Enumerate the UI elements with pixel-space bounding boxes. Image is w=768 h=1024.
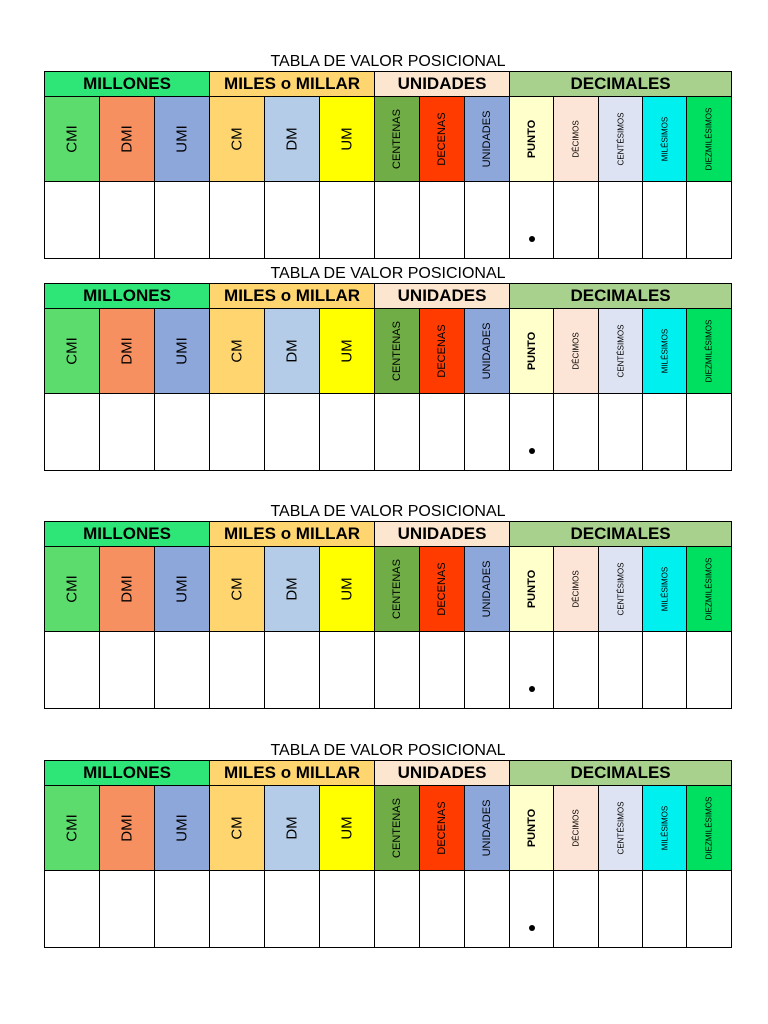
column-centesimos [599, 309, 643, 394]
column-label: CENTENAS [391, 321, 404, 381]
column-label: CENTENAS [391, 109, 404, 169]
column-decimos [554, 547, 599, 632]
column-punto [510, 786, 554, 871]
column-label: PUNTO [525, 119, 538, 159]
cell-decenas[interactable] [420, 394, 465, 471]
column-umi [155, 309, 210, 394]
group-miles-o-millar: MILES o MILLAR [210, 284, 375, 309]
cell-umi[interactable] [155, 394, 210, 471]
column-label: UNIDADES [481, 322, 494, 380]
column-milesimos [643, 97, 687, 182]
valor-posicional-table-4 [44, 741, 732, 948]
place-value-table [44, 760, 732, 948]
cell-diezmilesimos[interactable] [687, 871, 732, 948]
column-label: DIEZMILÉSIMOS [704, 107, 714, 171]
cell-punto[interactable] [510, 182, 554, 259]
cell-unidades[interactable] [465, 394, 510, 471]
cell-um[interactable] [320, 394, 375, 471]
column-label: PUNTO [525, 569, 538, 609]
cell-dmi[interactable] [100, 182, 155, 259]
column-label: UNIDADES [481, 560, 494, 618]
column-cm [210, 97, 265, 182]
cell-centesimos[interactable] [599, 632, 643, 709]
decimal-point-dot [529, 925, 535, 931]
column-umi [155, 97, 210, 182]
column-label: DIEZMILÉSIMOS [704, 319, 714, 383]
column-diezmilesimos [687, 547, 732, 632]
column-label: CM [228, 339, 246, 363]
cell-cmi[interactable] [45, 632, 100, 709]
column-unidades [465, 97, 510, 182]
column-label: CENTENAS [391, 798, 404, 858]
cell-decenas[interactable] [420, 632, 465, 709]
cell-milesimos[interactable] [643, 394, 687, 471]
table-title: TABLA DE VALOR POSICIONAL [270, 503, 506, 520]
column-label: DM [283, 339, 301, 363]
column-label-row [45, 97, 732, 182]
column-label: CENTÉSIMOS [616, 562, 626, 616]
column-unidades [465, 786, 510, 871]
cell-milesimos[interactable] [643, 632, 687, 709]
cell-umi[interactable] [155, 632, 210, 709]
column-label: CMI [63, 125, 81, 153]
group-miles-o-millar: MILES o MILLAR [210, 761, 375, 786]
column-label: DECENAS [436, 562, 449, 616]
cell-decimos[interactable] [554, 394, 599, 471]
cell-centesimos[interactable] [599, 871, 643, 948]
column-um [320, 309, 375, 394]
cell-dmi[interactable] [100, 871, 155, 948]
cell-decenas[interactable] [420, 182, 465, 259]
column-milesimos [643, 547, 687, 632]
column-label: PUNTO [525, 331, 538, 371]
column-label: DÉCIMOS [571, 809, 581, 847]
column-label-row [45, 786, 732, 871]
group-decimales: DECIMALES [510, 522, 732, 547]
column-dm [265, 97, 320, 182]
cell-dm[interactable] [265, 632, 320, 709]
group-unidades: UNIDADES [375, 284, 510, 309]
column-um [320, 97, 375, 182]
group-header-row [45, 284, 732, 309]
group-decimales: DECIMALES [510, 284, 732, 309]
cell-um[interactable] [320, 182, 375, 259]
column-decenas [420, 309, 465, 394]
cell-umi[interactable] [155, 871, 210, 948]
column-centenas [375, 309, 420, 394]
column-label: UMI [173, 575, 191, 603]
cell-diezmilesimos[interactable] [687, 182, 732, 259]
cell-milesimos[interactable] [643, 871, 687, 948]
value-row [45, 871, 732, 948]
column-cmi [45, 547, 100, 632]
value-row [45, 632, 732, 709]
column-centenas [375, 97, 420, 182]
column-label: UM [338, 577, 356, 601]
group-unidades: UNIDADES [375, 761, 510, 786]
column-centesimos [599, 547, 643, 632]
value-row [45, 182, 732, 259]
cell-umi[interactable] [155, 182, 210, 259]
column-centesimos [599, 786, 643, 871]
column-decenas [420, 547, 465, 632]
column-decenas [420, 97, 465, 182]
column-label: MILÉSIMOS [660, 566, 670, 612]
column-label: UM [338, 816, 356, 840]
column-label: UNIDADES [481, 110, 494, 168]
cell-unidades[interactable] [465, 632, 510, 709]
group-header-row [45, 72, 732, 97]
cell-decimos[interactable] [554, 871, 599, 948]
column-dm [265, 786, 320, 871]
column-label: UM [338, 127, 356, 151]
cell-unidades[interactable] [465, 871, 510, 948]
valor-posicional-table-1 [44, 52, 732, 259]
column-label: DMI [118, 125, 136, 153]
place-value-table [44, 71, 732, 259]
column-cm [210, 786, 265, 871]
column-label: DECENAS [436, 324, 449, 378]
column-label: CMI [63, 575, 81, 603]
cell-decimos[interactable] [554, 632, 599, 709]
column-label: DM [283, 127, 301, 151]
column-diezmilesimos [687, 309, 732, 394]
cell-centenas[interactable] [375, 871, 420, 948]
column-um [320, 547, 375, 632]
column-dmi [100, 786, 155, 871]
column-centenas [375, 786, 420, 871]
column-cm [210, 547, 265, 632]
column-label: CENTÉSIMOS [616, 801, 626, 855]
column-label: DIEZMILÉSIMOS [704, 557, 714, 621]
cell-centenas[interactable] [375, 632, 420, 709]
cell-dmi[interactable] [100, 632, 155, 709]
column-cmi [45, 786, 100, 871]
table-title: TABLA DE VALOR POSICIONAL [270, 742, 506, 759]
column-label: DMI [118, 337, 136, 365]
column-label: MILÉSIMOS [660, 116, 670, 162]
column-label: DIEZMILÉSIMOS [704, 796, 714, 860]
column-cm [210, 309, 265, 394]
cell-decimos[interactable] [554, 182, 599, 259]
column-label: DMI [118, 814, 136, 842]
column-cmi [45, 309, 100, 394]
cell-cmi[interactable] [45, 394, 100, 471]
column-decimos [554, 309, 599, 394]
column-decenas [420, 786, 465, 871]
group-header-row [45, 761, 732, 786]
column-label: CMI [63, 814, 81, 842]
valor-posicional-table-2 [44, 264, 732, 471]
group-unidades: UNIDADES [375, 522, 510, 547]
table-title: TABLA DE VALOR POSICIONAL [270, 265, 506, 282]
value-row [45, 394, 732, 471]
place-value-table [44, 521, 732, 709]
column-umi [155, 786, 210, 871]
column-label: CM [228, 127, 246, 151]
column-label: DÉCIMOS [571, 570, 581, 608]
column-label: CENTENAS [391, 559, 404, 619]
column-label: DECENAS [436, 112, 449, 166]
column-label: CENTÉSIMOS [616, 324, 626, 378]
cell-cm[interactable] [210, 632, 265, 709]
column-centesimos [599, 97, 643, 182]
place-value-table [44, 283, 732, 471]
column-label: MILÉSIMOS [660, 328, 670, 374]
column-label: DECENAS [436, 801, 449, 855]
group-millones: MILLONES [45, 72, 210, 97]
column-milesimos [643, 309, 687, 394]
cell-decenas[interactable] [420, 871, 465, 948]
column-label: DM [283, 577, 301, 601]
column-label: CMI [63, 337, 81, 365]
column-centenas [375, 547, 420, 632]
column-label: DMI [118, 575, 136, 603]
column-dm [265, 547, 320, 632]
column-umi [155, 547, 210, 632]
column-dm [265, 309, 320, 394]
column-decimos [554, 97, 599, 182]
column-label-row [45, 309, 732, 394]
column-unidades [465, 547, 510, 632]
cell-milesimos[interactable] [643, 182, 687, 259]
column-label: DÉCIMOS [571, 332, 581, 370]
cell-punto[interactable] [510, 871, 554, 948]
column-label: PUNTO [525, 808, 538, 848]
column-label: UNIDADES [481, 799, 494, 857]
column-label-row [45, 547, 732, 632]
cell-dmi[interactable] [100, 394, 155, 471]
cell-dm[interactable] [265, 871, 320, 948]
decimal-point-dot [529, 686, 535, 692]
column-milesimos [643, 786, 687, 871]
table-title: TABLA DE VALOR POSICIONAL [270, 53, 506, 70]
group-unidades: UNIDADES [375, 72, 510, 97]
column-dmi [100, 547, 155, 632]
group-millones: MILLONES [45, 761, 210, 786]
column-label: UMI [173, 337, 191, 365]
column-label: DM [283, 816, 301, 840]
cell-unidades[interactable] [465, 182, 510, 259]
column-label: CM [228, 577, 246, 601]
cell-cmi[interactable] [45, 871, 100, 948]
cell-cmi[interactable] [45, 182, 100, 259]
column-label: MILÉSIMOS [660, 805, 670, 851]
column-punto [510, 97, 554, 182]
cell-centenas[interactable] [375, 182, 420, 259]
column-diezmilesimos [687, 786, 732, 871]
cell-cm[interactable] [210, 871, 265, 948]
column-label: UMI [173, 814, 191, 842]
group-header-row [45, 522, 732, 547]
column-decimos [554, 786, 599, 871]
group-miles-o-millar: MILES o MILLAR [210, 72, 375, 97]
cell-cm[interactable] [210, 394, 265, 471]
cell-centesimos[interactable] [599, 182, 643, 259]
column-label: CENTÉSIMOS [616, 112, 626, 166]
column-dmi [100, 309, 155, 394]
column-unidades [465, 309, 510, 394]
cell-centesimos[interactable] [599, 394, 643, 471]
cell-diezmilesimos[interactable] [687, 394, 732, 471]
cell-centenas[interactable] [375, 394, 420, 471]
column-label: DÉCIMOS [571, 120, 581, 158]
cell-um[interactable] [320, 871, 375, 948]
column-label: UM [338, 339, 356, 363]
cell-cm[interactable] [210, 182, 265, 259]
group-millones: MILLONES [45, 284, 210, 309]
column-punto [510, 547, 554, 632]
valor-posicional-table-3 [44, 502, 732, 709]
cell-um[interactable] [320, 632, 375, 709]
column-label: CM [228, 816, 246, 840]
group-miles-o-millar: MILES o MILLAR [210, 522, 375, 547]
cell-dm[interactable] [265, 394, 320, 471]
column-diezmilesimos [687, 97, 732, 182]
group-millones: MILLONES [45, 522, 210, 547]
column-um [320, 786, 375, 871]
cell-punto[interactable] [510, 632, 554, 709]
cell-punto[interactable] [510, 394, 554, 471]
column-label: UMI [173, 125, 191, 153]
group-decimales: DECIMALES [510, 72, 732, 97]
decimal-point-dot [529, 448, 535, 454]
cell-dm[interactable] [265, 182, 320, 259]
group-decimales: DECIMALES [510, 761, 732, 786]
column-dmi [100, 97, 155, 182]
column-cmi [45, 97, 100, 182]
decimal-point-dot [529, 236, 535, 242]
cell-diezmilesimos[interactable] [687, 632, 732, 709]
column-punto [510, 309, 554, 394]
